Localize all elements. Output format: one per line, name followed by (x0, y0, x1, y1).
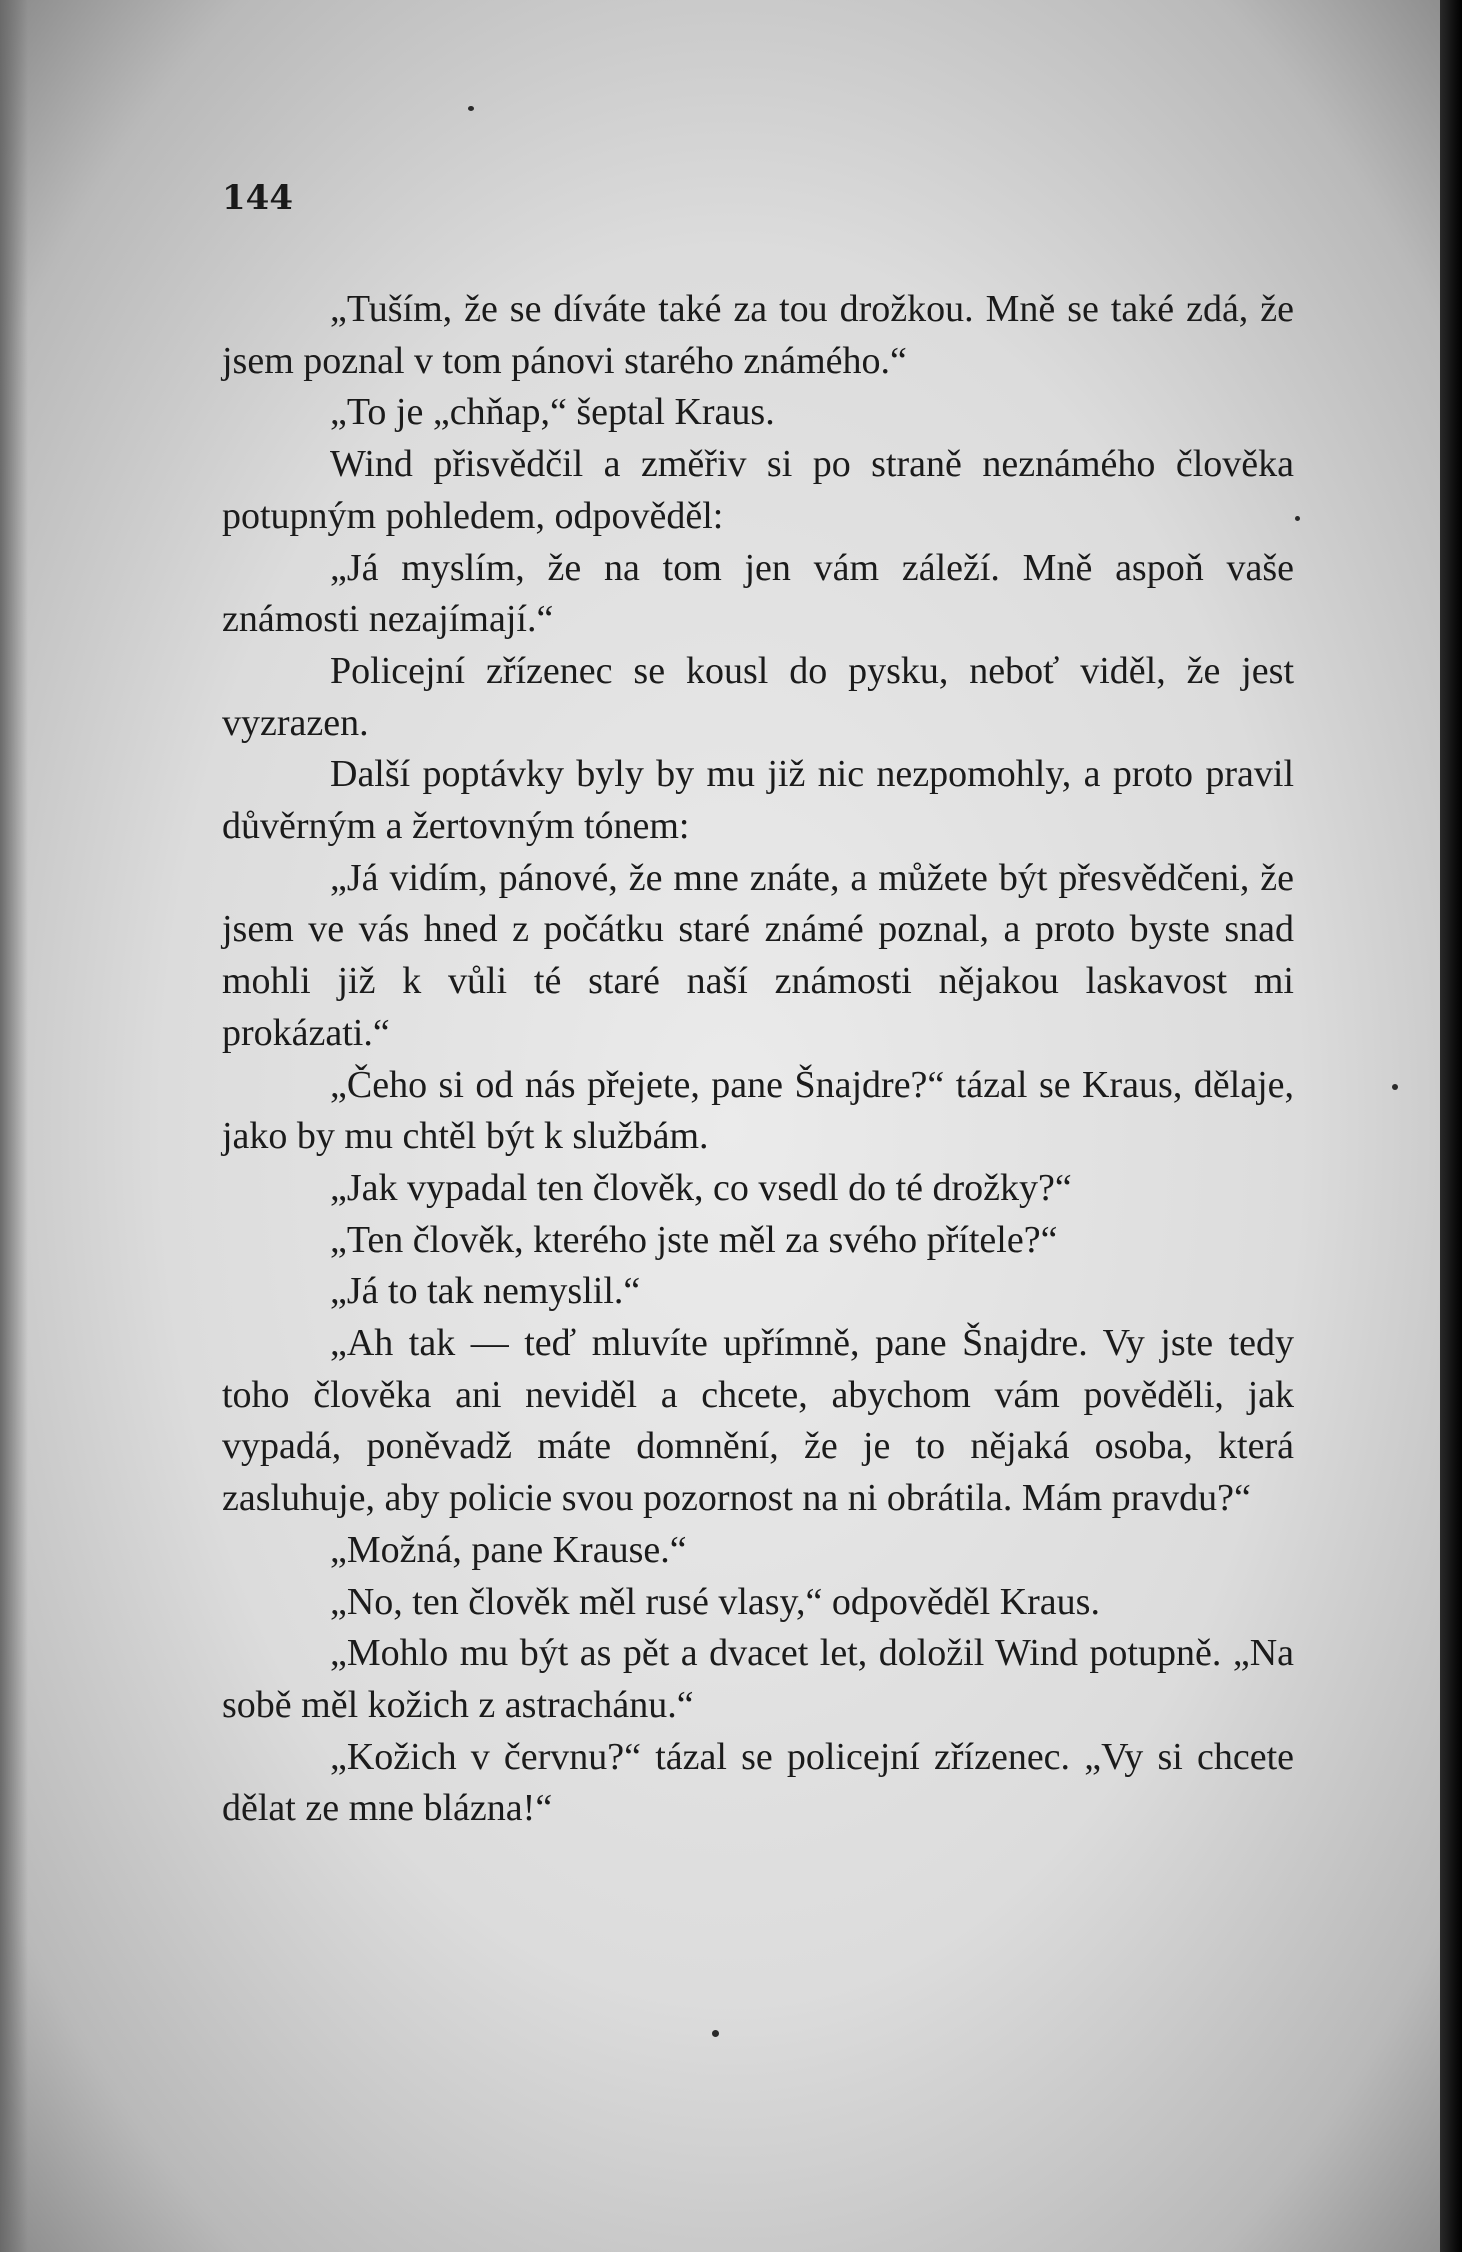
paragraph: „To je „chňap,“ šeptal Kraus. (330, 391, 775, 434)
paragraph: Wind přisvědčil a změřiv si po straně neznámého člověka potupným pohledem, odpověděl: (222, 443, 1294, 537)
paragraph: „Ah tak — teď mluvíte upřímně, pane Šnajdre. Vy jste tedy toho člověka ani neviděl a chcete, abychom vám pověděli, jak vypadá, poněvadž máte domnění, že je to nějaká osoba, která zasluhuje, aby policie svou pozornost na ni obrátila. Mám pravdu?“ (222, 1322, 1294, 1520)
page-number: 144 (222, 178, 293, 218)
paragraph: „Čeho si od nás přejete, pane Šnajdre?“ tázal se Kraus, dělaje, jako by mu chtěl být k službám. (222, 1063, 1294, 1158)
ink-speck (1295, 516, 1300, 521)
ink-speck (712, 2030, 719, 2037)
paragraph: Policejní zřízenec se kousl do pysku, neboť viděl, že jest vyzrazen. (222, 649, 1294, 744)
paragraph: „No, ten člověk měl rusé vlasy,“ odpověděl Kraus. (330, 1580, 1100, 1623)
paragraph: „Jak vypadal ten člověk, co vsedl do té drožky?“ (330, 1166, 1072, 1209)
paragraph: „Tuším, že se díváte také za tou drožkou. Mně se také zdá, že jsem poznal v tom pánovi starého známého.“ (222, 288, 1294, 382)
paragraph: Další poptávky byly by mu již nic nezpomohly, a proto pravil důvěrným a žertovným tónem: (222, 753, 1294, 848)
ink-speck (1392, 1084, 1398, 1090)
body-text (222, 284, 1294, 1835)
paragraph: „Já to tak nemyslil.“ (330, 1270, 641, 1313)
paragraph: „Možná, pane Krause.“ (330, 1528, 687, 1571)
page-edge-right (1440, 0, 1462, 2252)
ink-speck (468, 106, 474, 111)
page-shadow-left (0, 0, 28, 2252)
paragraph: „Já myslím, že na tom jen vám záleží. Mně aspoň vaše známosti nezajímají.“ (222, 546, 1294, 641)
paragraph: „Já vidím, pánové, že mne znáte, a můžete být přesvědčeni, že jsem ve vás hned z počátku staré známé poznal, a proto byste snad mohli již k vůli té staré naší známosti nějakou laskavost mi prokázati.“ (222, 856, 1294, 1054)
paragraph: „Mohlo mu být as pět a dvacet let, doložil Wind potupně. „Na sobě měl kožich z astrachánu.“ (222, 1632, 1294, 1726)
paragraph: „Ten člověk, kterého jste měl za svého přítele?“ (330, 1218, 1058, 1261)
paragraph: „Kožich v červnu?“ tázal se policejní zřízenec. „Vy si chcete dělat ze mne blázna!“ (222, 1735, 1294, 1830)
